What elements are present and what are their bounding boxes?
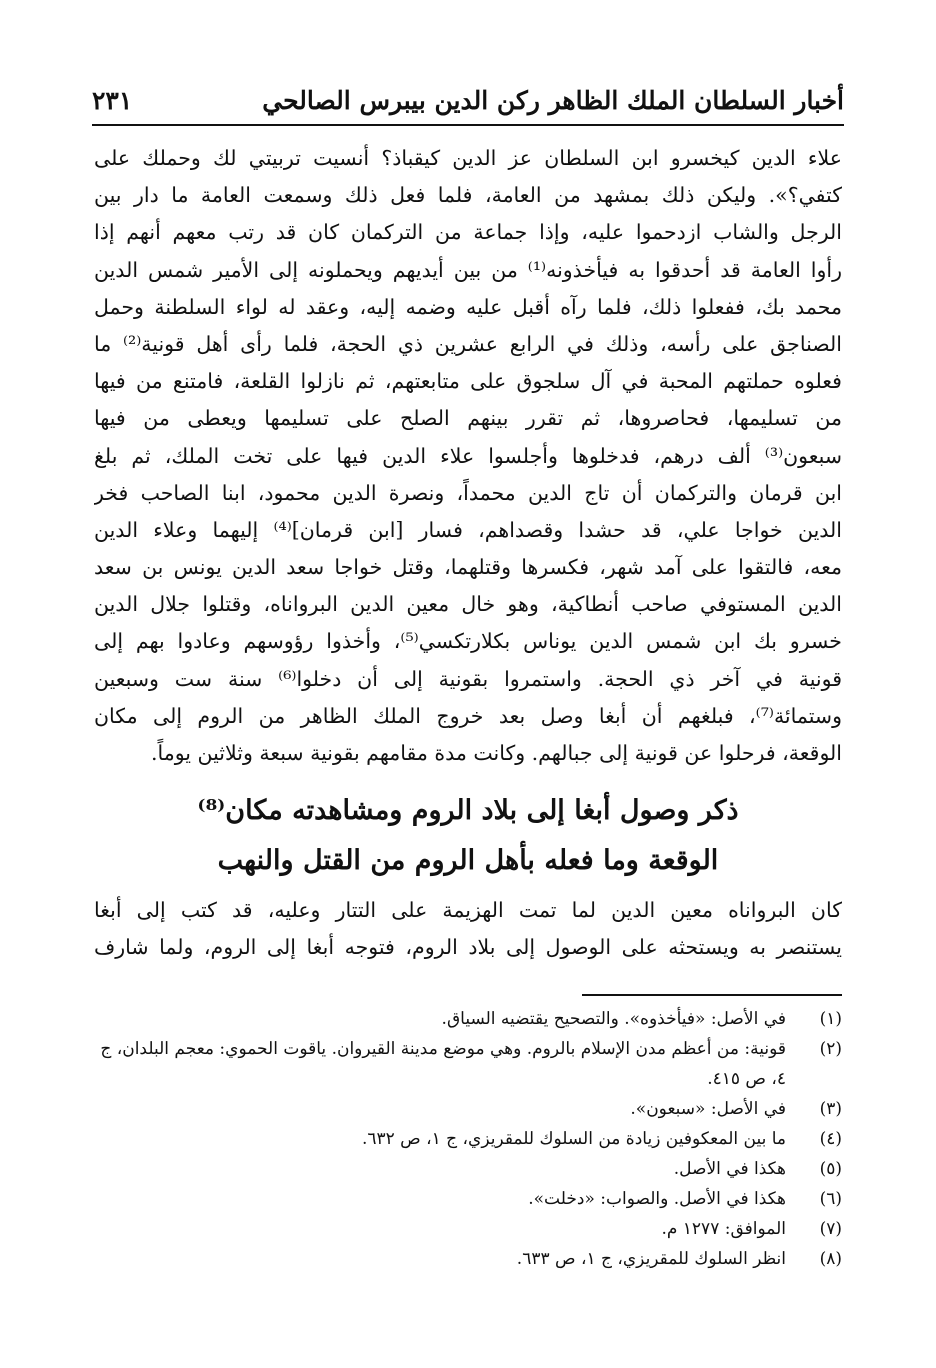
text-line: الصناجق على رأسه، وذلك في الرابع عشرين ذي الحجة، فلما رأى أهل قونية⁽²⁾ ما: [94, 331, 842, 356]
footnote-text: في الأصل: «فيأخذوه». والتصحيح يقتضيه السياق.: [441, 1009, 786, 1029]
footnote-text: ما بين المعكوفين زيادة من السلوك للمقريزي، ج ١، ص ٦٣٢.: [361, 1129, 786, 1149]
footnote: [94, 1184, 842, 1214]
footnote-number: (٧): [819, 1219, 842, 1239]
footnote-number: (٣): [819, 1099, 842, 1119]
header-rule: [92, 124, 844, 126]
footnote-text: هكذا في الأصل.: [673, 1159, 786, 1179]
footnote: [94, 1124, 842, 1154]
section-text: [94, 892, 842, 966]
text-line: معه، فالتقوا على آمد شهر، فكسرها وقتلهما، وقتل خواجا سعد الدين يونس بن سعد: [94, 555, 842, 580]
footnote: [94, 1154, 842, 1184]
running-header: [92, 82, 844, 126]
footnote-rule: [582, 994, 842, 996]
text-line: سبعون⁽³⁾ ألف درهم، فدخلوها وأجلسوا علاء الدين فيها على تخت الملك، ثم بلغ: [94, 443, 842, 468]
running-title: أخبار السلطان الملك الظاهر ركن الدين بيبرس الصالحي: [262, 86, 844, 115]
footnote-text: في الأصل: «سبعون».: [630, 1099, 786, 1119]
text-line: يستنصر به ويستحثه على الوصول إلى بلاد الروم، فتوجه أبغا إلى الروم، ولما شارف: [94, 935, 842, 960]
footnotes: [94, 1004, 842, 1274]
footnote: [94, 1094, 842, 1124]
text-line: قونية في آخر ذي الحجة. واستمروا بقونية إلى أن دخلوا⁽⁶⁾ سنة ست وسبعين: [94, 666, 842, 691]
text-line: الوقعة، فرحلوا عن قونية إلى جبالهم. وكانت مدة مقامهم بقونية سبعة وثلاثين يوماً.: [150, 741, 842, 765]
text-line: محمد بك، ففعلوا ذلك، فلما رآه أقبل عليه وضمه إليه، وعقد له لواء السلطنة وحمل: [94, 294, 842, 319]
footnote-text: انظر السلوك للمقريزي، ج ١، ص ٦٣٣.: [516, 1249, 786, 1269]
footnote: [94, 1004, 842, 1034]
text-line: من تسليمها، فحاصروها، ثم تقرر بينهم الصلح على تسليمها ويعطى من فيها: [94, 406, 842, 431]
text-line: الدين خواجا علي، قد حشدا وقصداهم، فسار [ابن قرمان]⁽⁴⁾ إليهما وعلاء الدين: [94, 517, 842, 542]
section-heading-line: الوقعة وما فعله بأهل الروم من القتل والنهب: [217, 845, 719, 876]
section-heading-line: ذكر وصول أبغا إلى بلاد الروم ومشاهدته مكان⁽⁸⁾: [197, 795, 739, 826]
text-line: وستمائة⁽⁷⁾، فبلغهم أن أبغا وصل بعد خروج الملك الظاهر من الروم إلى مكان: [94, 703, 842, 728]
text-line: خسرو بك ابن شمس الدين يوناس بكلارتكسي⁽⁵⁾، وأخذوا رؤوسهم وعادوا بهم إلى: [94, 629, 842, 654]
footnote-number: (٨): [819, 1249, 842, 1269]
text-line: فعلوه حملتهم المحبة في آل سلجوق على متابعتهم، ثم نازلوا القلعة، فامتنع من فيها: [94, 369, 842, 394]
text-line: كان البرواناه معين الدين لما تمت الهزيمة على التتار وعليه، قد كتب إلى أبغا: [94, 898, 842, 922]
footnote-text: قونية: من أعظم مدن الإسلام بالروم. وهي موضع مدينة القيروان. ياقوت الحموي: معجم البلدان، ج ٤، ص ٤١٥.: [100, 1039, 786, 1089]
footnote: [94, 1034, 842, 1094]
main-text: [94, 140, 842, 772]
text-line: الدين المستوفي صاحب أنطاكية، وهو خال معين الدين البرواناه، وقتلوا جلال الدين: [94, 592, 842, 617]
text-line: الرجل والشاب ازدحموا عليه، وإذا جماعة من التركمان كان قد رتب معهم أنهم إذا: [94, 220, 842, 245]
footnote-number: (٤): [819, 1129, 842, 1149]
text-line: علاء الدين كيخسرو ابن السلطان عز الدين كيقباذ؟ أنسيت تربيتي لك وحملك على: [94, 146, 842, 170]
footnote-number: (٦): [819, 1189, 842, 1209]
footnote: [94, 1244, 842, 1274]
footnote-number: (١): [819, 1009, 842, 1029]
text-line: رأوا العامة قد أحدقوا به فيأخذونه⁽¹⁾ من بين أيديهم ويحملونه إلى الأمير شمس الدين: [94, 257, 842, 282]
page-number: ٢٣١: [92, 86, 133, 115]
footnote: [94, 1214, 842, 1244]
section-heading: [94, 786, 842, 886]
text-line: ابن قرمان والتركمان أن تاج الدين محمداً، ونصرة الدين محمود، ابنا الصاحب فخر: [94, 480, 842, 505]
footnote-number: (٢): [819, 1039, 842, 1059]
footnote-text: هكذا في الأصل. والصواب: «دخلت».: [528, 1189, 786, 1209]
footnote-text: الموافق: ١٢٧٧ م.: [661, 1219, 786, 1239]
text-line: كتفي؟». وليكن ذلك بمشهد من العامة، فلما فعل ذلك وسمعت العامة ما دار بين: [94, 183, 842, 208]
footnote-number: (٥): [819, 1159, 842, 1179]
